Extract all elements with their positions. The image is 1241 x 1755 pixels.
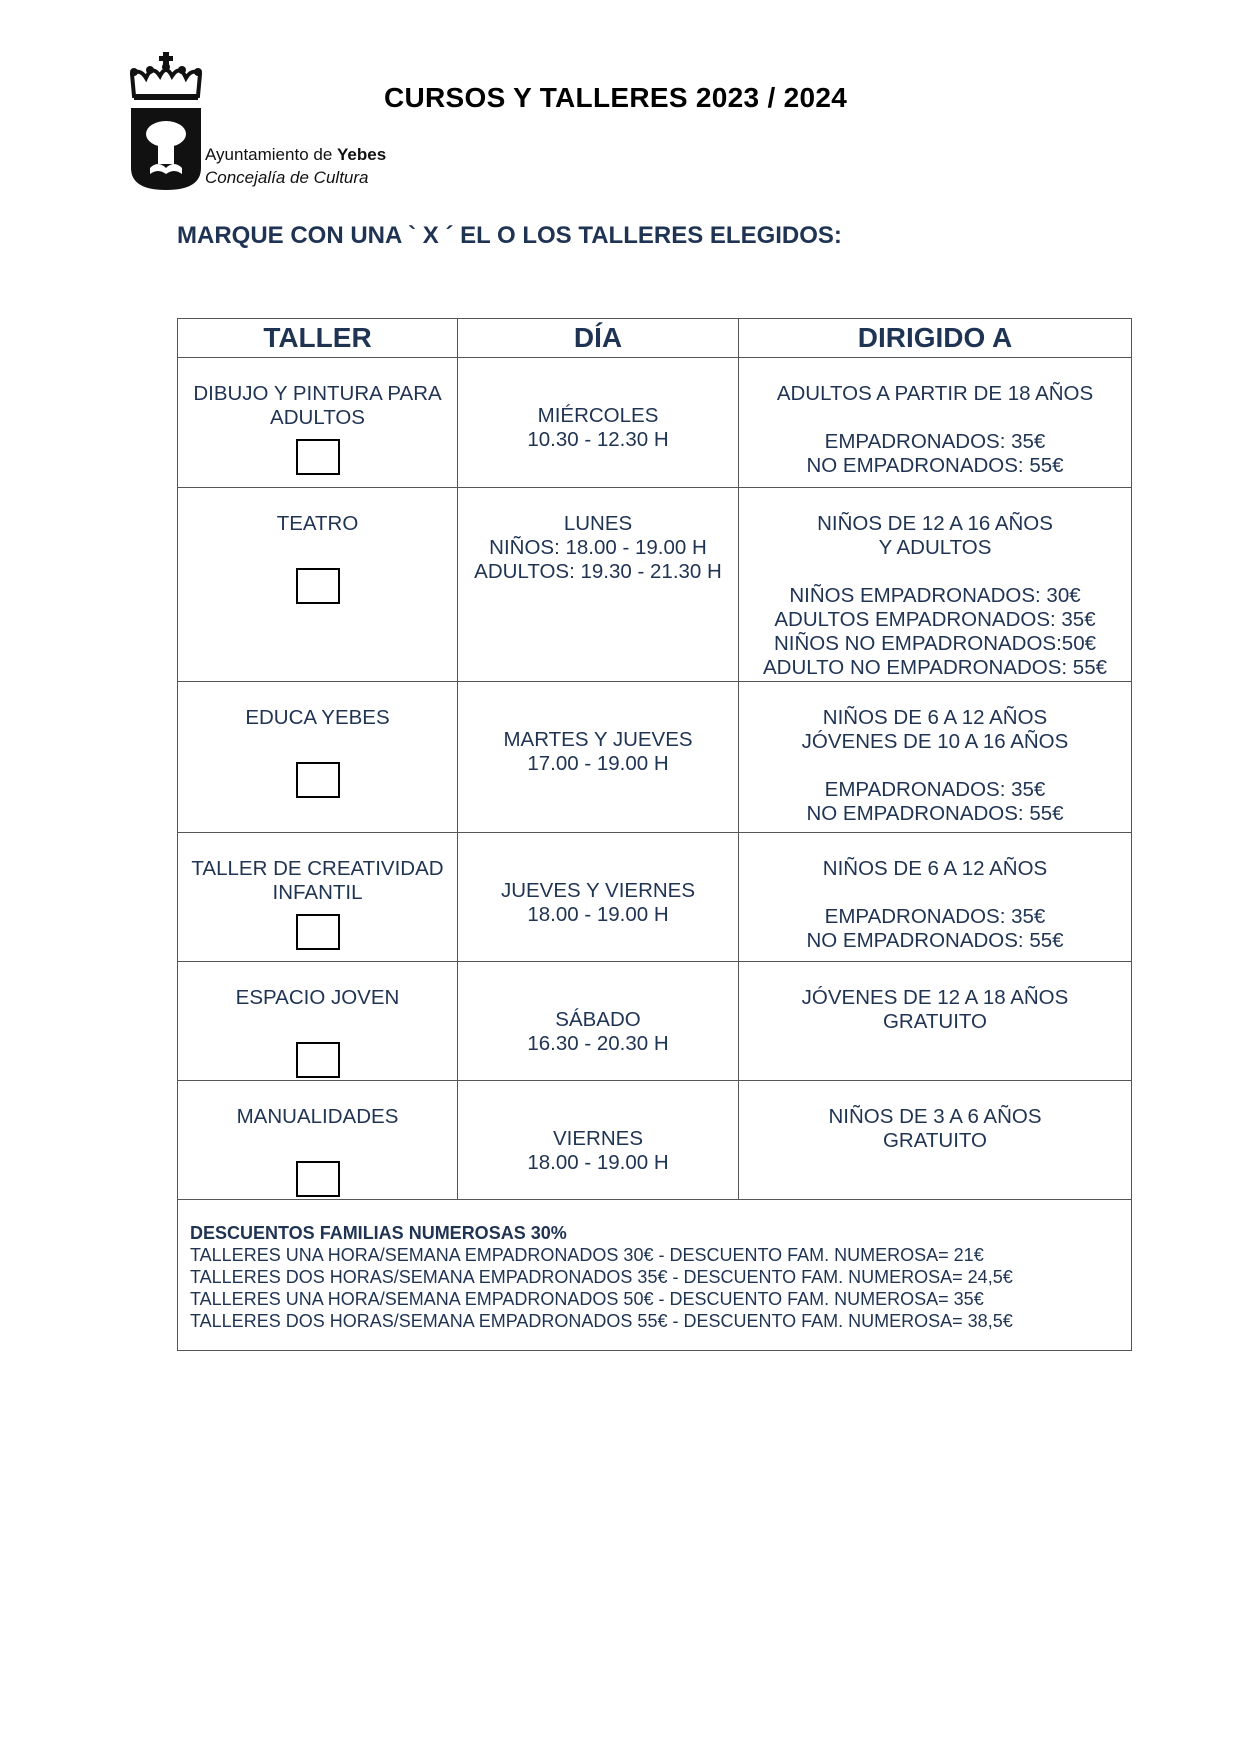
- dirigido-line: EMPADRONADOS: 35€: [824, 905, 1046, 928]
- dirigido-cell: [739, 1081, 1132, 1200]
- table-row: [178, 962, 1132, 1081]
- dia-line: MIÉRCOLES: [537, 404, 659, 427]
- organization-name: Ayuntamiento de Yebes: [205, 145, 387, 164]
- table-row: [178, 1081, 1132, 1200]
- taller-line: ESPACIO JOVEN: [235, 986, 400, 1009]
- dia-cell: [458, 488, 739, 682]
- dia-line: MARTES Y JUEVES: [503, 728, 693, 751]
- table-row: [178, 682, 1132, 833]
- dirigido-line: NO EMPADRONADOS: 55€: [806, 802, 1064, 825]
- selection-checkbox[interactable]: [296, 1042, 340, 1078]
- dia-line: 10.30 - 12.30 H: [527, 428, 669, 451]
- selection-checkbox[interactable]: [296, 914, 340, 950]
- taller-cell: [178, 833, 458, 962]
- dia-cell: [458, 1081, 739, 1200]
- discounts-row: [178, 1200, 1132, 1351]
- taller-cell: [178, 488, 458, 682]
- dirigido-line: NO EMPADRONADOS: 55€: [806, 929, 1064, 952]
- dirigido-line: GRATUITO: [882, 1129, 988, 1152]
- dirigido-line: ADULTOS EMPADRONADOS: 35€: [774, 608, 1096, 631]
- dirigido-cell: [739, 488, 1132, 682]
- dia-line: LUNES: [563, 512, 633, 535]
- taller-line: MANUALIDADES: [236, 1105, 399, 1128]
- dirigido-line: NIÑOS DE 3 A 6 AÑOS: [828, 1105, 1042, 1128]
- dirigido-line: NIÑOS DE 12 A 16 AÑOS: [817, 512, 1053, 535]
- header-dia: DÍA: [458, 319, 739, 358]
- dirigido-line: NIÑOS DE 6 A 12 AÑOS: [822, 706, 1048, 729]
- document-title: CURSOS Y TALLERES 2023 / 2024: [384, 82, 848, 113]
- table-header-row: [178, 319, 1132, 358]
- dirigido-cell: [739, 833, 1132, 962]
- dia-line: 17.00 - 19.00 H: [527, 752, 669, 775]
- table-row: [178, 833, 1132, 962]
- dirigido-line: ADULTO NO EMPADRONADOS: 55€: [762, 656, 1108, 679]
- selection-checkbox[interactable]: [296, 762, 340, 798]
- dirigido-cell: [739, 962, 1132, 1081]
- dirigido-line: NIÑOS NO EMPADRONADOS:50€: [774, 632, 1096, 655]
- dia-cell: [458, 833, 739, 962]
- dia-line: ADULTOS: 19.30 - 21.30 H: [474, 560, 722, 583]
- workshops-table: [177, 318, 1132, 1351]
- dia-cell: [458, 682, 739, 833]
- dirigido-line: EMPADRONADOS: 35€: [824, 430, 1046, 453]
- discounts-heading: DESCUENTOS FAMILIAS NUMEROSAS 30%: [190, 1223, 567, 1243]
- dia-line: NIÑOS: 18.00 - 19.00 H: [489, 536, 707, 559]
- dirigido-line: NIÑOS EMPADRONADOS: 30€: [789, 584, 1081, 607]
- dia-line: 18.00 - 19.00 H: [527, 903, 669, 926]
- discount-line: TALLERES DOS HORAS/SEMANA EMPADRONADOS 35€ - DESCUENTO FAM. NUMEROSA= 24,5€: [190, 1267, 1013, 1287]
- dia-line: VIERNES: [553, 1127, 643, 1150]
- dirigido-line: JÓVENES DE 10 A 16 AÑOS: [801, 730, 1069, 753]
- dirigido-line: GRATUITO: [882, 1010, 988, 1033]
- header-taller: TALLER: [178, 319, 458, 358]
- selection-checkbox[interactable]: [296, 439, 340, 475]
- taller-line: EDUCA YEBES: [245, 706, 390, 729]
- header-dirigido: DIRIGIDO A: [739, 319, 1132, 358]
- dirigido-cell: [739, 682, 1132, 833]
- taller-cell: [178, 962, 458, 1081]
- dirigido-line: Y ADULTOS: [878, 536, 992, 559]
- dia-line: JUEVES Y VIERNES: [500, 879, 696, 902]
- dirigido-line: ADULTOS A PARTIR DE 18 AÑOS: [776, 382, 1094, 405]
- instruction-text: MARQUE CON UNA ` X ´ EL O LOS TALLERES ELEGIDOS:: [177, 222, 842, 249]
- dia-cell: [458, 358, 739, 488]
- taller-line: INFANTIL: [272, 881, 363, 904]
- taller-line: TALLER DE CREATIVIDAD: [191, 857, 444, 880]
- selection-checkbox[interactable]: [296, 1161, 340, 1197]
- table-row: [178, 488, 1132, 682]
- discount-line: TALLERES UNA HORA/SEMANA EMPADRONADOS 50€ - DESCUENTO FAM. NUMEROSA= 35€: [190, 1289, 984, 1309]
- dia-cell: [458, 962, 739, 1081]
- taller-cell: [178, 682, 458, 833]
- dia-line: SÁBADO: [555, 1008, 641, 1031]
- taller-line: ADULTOS: [270, 406, 365, 429]
- dia-line: 18.00 - 19.00 H: [527, 1151, 669, 1174]
- department-name: Concejalía de Cultura: [205, 168, 369, 187]
- dia-line: 16.30 - 20.30 H: [527, 1032, 669, 1055]
- dirigido-line: [739, 754, 1131, 778]
- discounts-cell: [178, 1200, 1132, 1351]
- taller-cell: [178, 358, 458, 488]
- dirigido-line: NIÑOS DE 6 A 12 AÑOS: [822, 857, 1048, 880]
- selection-checkbox[interactable]: [296, 568, 340, 604]
- taller-cell: [178, 1081, 458, 1200]
- dirigido-line: [739, 406, 1131, 430]
- dirigido-line: [739, 881, 1131, 905]
- table-row: [178, 358, 1132, 488]
- dirigido-line: [739, 560, 1131, 584]
- taller-line: DIBUJO Y PINTURA PARA: [193, 382, 442, 405]
- taller-line: TEATRO: [276, 512, 359, 535]
- dirigido-line: JÓVENES DE 12 A 18 AÑOS: [801, 986, 1069, 1009]
- dirigido-cell: [739, 358, 1132, 488]
- discount-line: TALLERES UNA HORA/SEMANA EMPADRONADOS 30€ - DESCUENTO FAM. NUMEROSA= 21€: [190, 1245, 984, 1265]
- ayuntamiento-crest-logo: [128, 50, 204, 190]
- discount-line: TALLERES DOS HORAS/SEMANA EMPADRONADOS 55€ - DESCUENTO FAM. NUMEROSA= 38,5€: [190, 1311, 1013, 1331]
- dirigido-line: NO EMPADRONADOS: 55€: [806, 454, 1064, 477]
- organization-block: [205, 143, 386, 189]
- dirigido-line: EMPADRONADOS: 35€: [824, 778, 1046, 801]
